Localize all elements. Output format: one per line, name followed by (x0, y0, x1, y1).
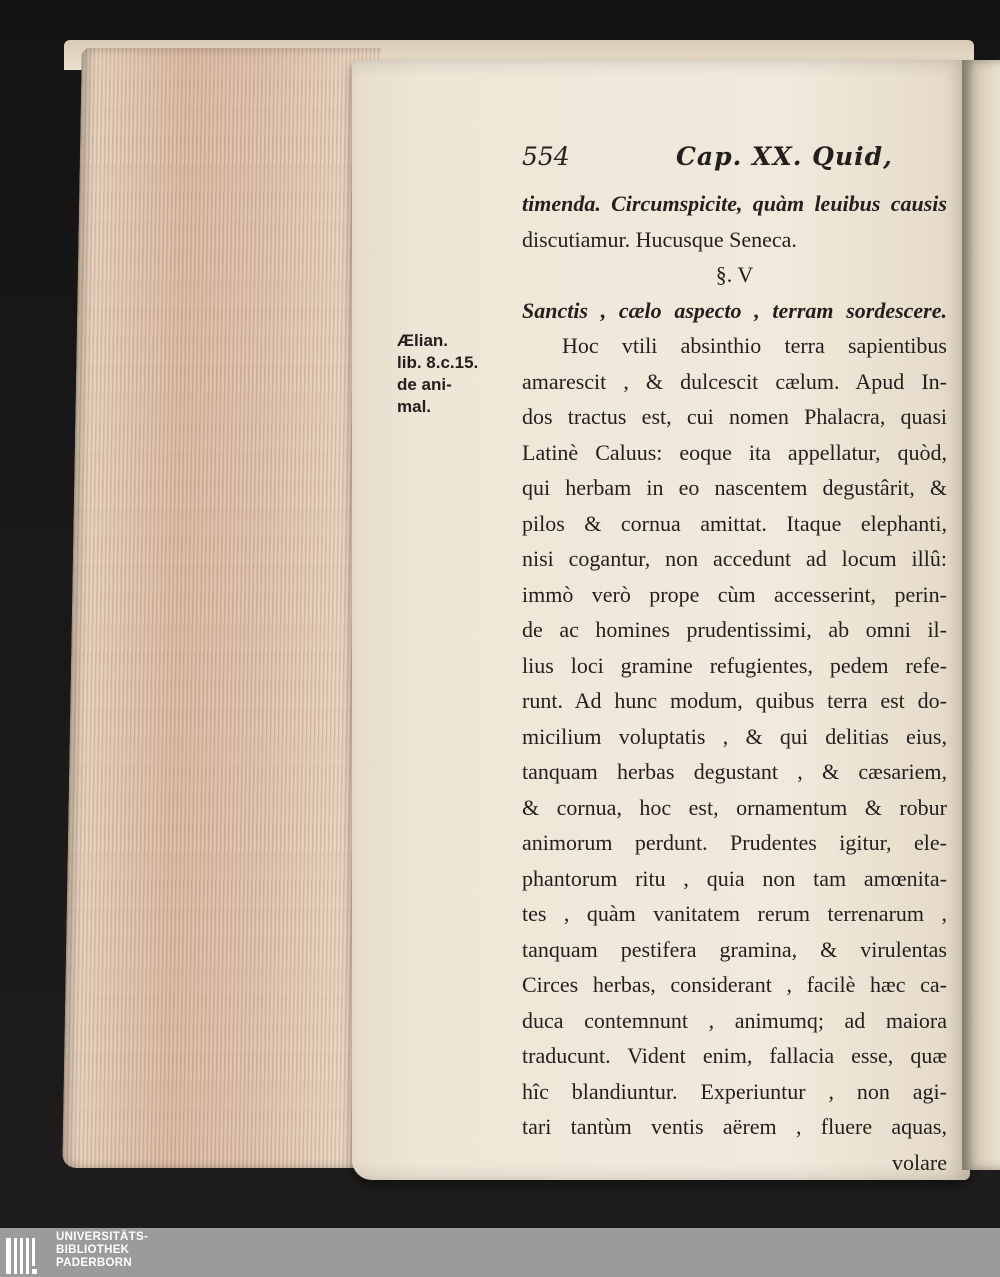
text-line: timenda. Circumspicite, quàm leuibus causis (522, 191, 947, 216)
running-head: Cap. XX. Quid, (676, 142, 893, 171)
logo-line: PADERBORN (56, 1257, 132, 1269)
text-line: & cornua, hoc est, ornamentum & robur (522, 794, 947, 820)
page-header (522, 142, 952, 178)
text-line: de ac homines prudentissimi, ab omni il- (522, 617, 947, 642)
margin-note-line: de ani- (397, 375, 452, 394)
text-line: Hoc vtili absinthio terra sapientibus (562, 333, 947, 358)
margin-note (397, 330, 517, 418)
text-line: Latinè Caluus: eoque ita appellatur, quòd, (522, 439, 947, 465)
text-line: Circes herbas, considerant , facilè hæc ca- (522, 972, 947, 997)
text-line: discutiamur. Hucusque Seneca. (522, 226, 797, 252)
body-text (522, 186, 947, 1180)
text-line: pilos & cornua amittat. Itaque elephanti, (522, 510, 947, 536)
text-line: traducunt. Vident enim, fallacia esse, quæ (522, 1043, 947, 1068)
library-bars-icon (6, 1236, 50, 1276)
section-subtitle: Sanctis , cælo aspecto , terram sordescere. (522, 297, 947, 323)
margin-note-line: Ælian. (397, 331, 449, 350)
text-line: hîc blandiuntur. Experiuntur , non agi- (522, 1078, 947, 1104)
text-line: nisi cogantur, non accedunt ad locum illû: (522, 546, 947, 571)
logo-line: BIBLIOTHEK (56, 1244, 130, 1256)
text-line: micilium voluptatis , & qui delitias eius, (522, 723, 947, 749)
text-line: duca contemnunt , animumq; ad maiora (522, 1007, 947, 1033)
text-line: qui herbam in eo nascentem degustârit, & (522, 475, 947, 500)
text-line: runt. Ad hunc modum, quibus terra est do- (522, 688, 947, 713)
text-line: lius loci gramine refugientes, pedem refe- (522, 652, 947, 678)
margin-note-line: mal. (397, 397, 432, 416)
text-line: tes , quàm vanitatem rerum terrenarum , (522, 901, 947, 926)
text-line: phantorum ritu , quia non tam amœnita- (522, 865, 947, 891)
margin-note-line: lib. 8.c.15. (397, 353, 479, 372)
text-line: tanquam pestifera gramina, & virulentas (522, 936, 947, 962)
section-heading: §. V (715, 262, 754, 287)
catchword: volare (892, 1149, 947, 1175)
text-line: tanquam herbas degustant , & cæsariem, (522, 759, 947, 784)
book-fore-edge (62, 48, 382, 1168)
text-line: immò verò prope cùm accesserint, perin- (522, 581, 947, 607)
library-logo-text (56, 1231, 148, 1270)
text-line: amarescit , & dulcescit cælum. Apud In- (522, 368, 947, 394)
text-line: animorum perdunt. Prudentes igitur, ele- (522, 830, 947, 855)
text-line: tari tantùm ventis aërem , fluere aquas, (522, 1114, 947, 1139)
facing-page-edge (962, 60, 1000, 1170)
page-number: 554 (522, 142, 570, 171)
text-line: dos tractus est, cui nomen Phalacra, quasi (522, 404, 947, 429)
logo-line: UNIVERSITÄTS- (56, 1231, 149, 1243)
footer-bar (0, 1228, 1000, 1277)
